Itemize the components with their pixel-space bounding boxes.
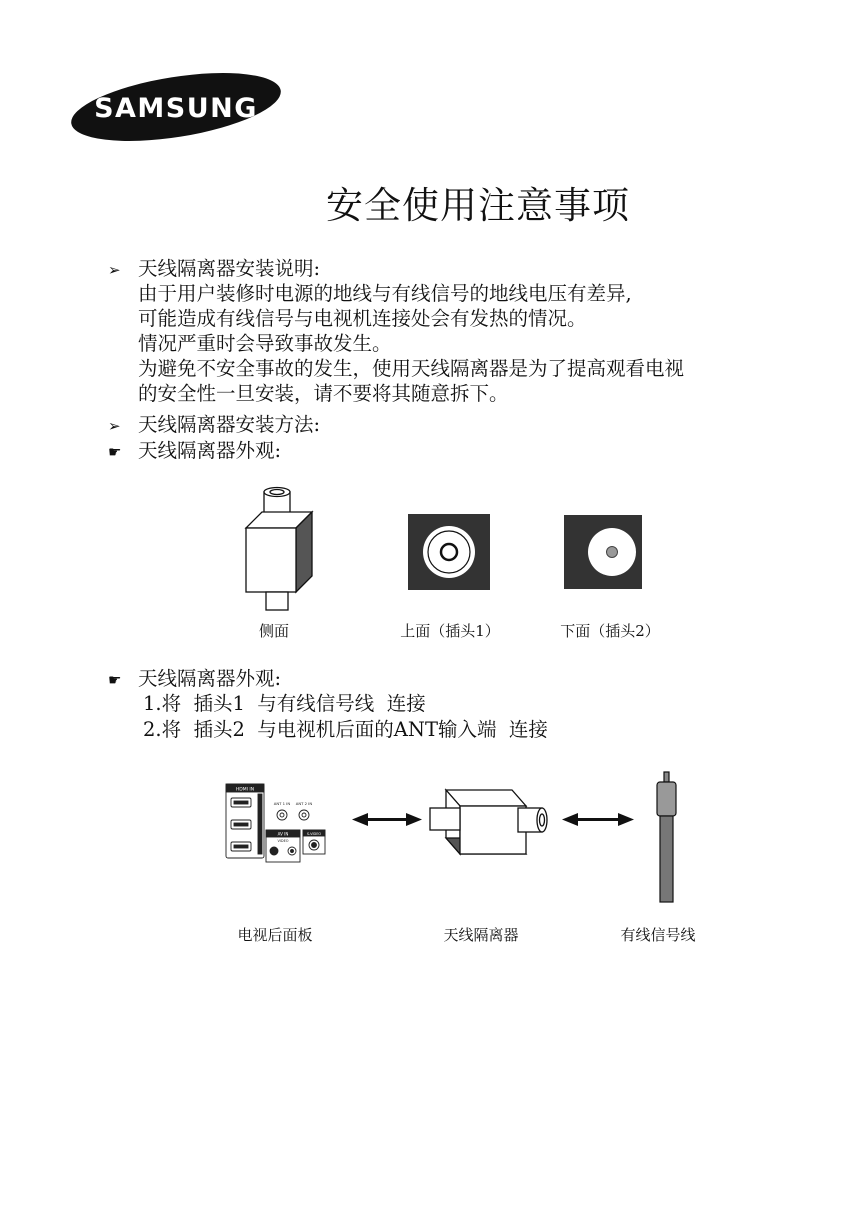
isolator-side-view <box>246 488 312 611</box>
video-label: VIDEO <box>277 839 289 843</box>
method-heading-line <box>108 412 320 439</box>
connection-diagram <box>220 770 700 910</box>
intro-line: 情况严重时会导致事故发生。 <box>138 332 392 355</box>
arrow-bullet-icon: ➢ <box>108 417 121 435</box>
arrow-bullet-icon: ➢ <box>108 261 121 279</box>
intro-line: 由于用户装修时电源的地线与有线信号的地线电压有差异, <box>138 282 632 305</box>
intro-heading-line <box>108 256 320 283</box>
intro-heading: 天线隔离器安装说明: <box>138 257 321 280</box>
intro-line: 的安全性一旦安装，请不要将其随意拆下。 <box>138 382 509 405</box>
intro-section <box>108 256 808 416</box>
isolator-bottom-view <box>564 515 642 589</box>
samsung-logo <box>68 72 284 142</box>
pointing-hand-icon: ☛ <box>108 671 122 689</box>
page-title: 安全使用注意事项 <box>326 184 630 227</box>
ant2-in-label: ANT 2 IN <box>295 801 313 806</box>
s-video-label: S-VIDEO <box>306 831 322 836</box>
appearance-heading-2: 天线隔离器外观: <box>138 667 282 690</box>
caption-top: 上面（插头1） <box>400 622 500 640</box>
caption-tv-panel: 电视后面板 <box>237 926 313 944</box>
caption-bottom: 下面（插头2） <box>560 622 660 640</box>
hdmi-in-label: HDMI IN <box>235 787 255 793</box>
appearance-heading-line <box>108 438 281 465</box>
intro-line: 为避免不安全事故的发生，使用天线隔离器是为了提高观看电视 <box>138 357 685 380</box>
double-arrow-icon <box>562 813 634 826</box>
step-1: 1.将 插头1 与有线信号线 连接 <box>143 692 426 715</box>
caption-isolator: 天线隔离器 <box>443 926 519 944</box>
isolator-illustration <box>430 790 547 854</box>
appearance-heading-2-line <box>108 666 281 693</box>
av-in-label: AV IN <box>277 831 289 837</box>
cable-illustration <box>657 772 676 902</box>
ant1-in-label: ANT 1 IN <box>273 801 291 806</box>
isolator-appearance-figure <box>236 484 656 614</box>
pointing-hand-icon: ☛ <box>108 443 122 461</box>
tv-back-panel <box>226 784 325 862</box>
appearance-heading: 天线隔离器外观: <box>138 439 282 462</box>
double-arrow-icon <box>352 813 422 826</box>
caption-cable: 有线信号线 <box>620 926 696 944</box>
caption-side: 侧面 <box>258 622 289 640</box>
step-2: 2.将 插头2 与电视机后面的ANT输入端 连接 <box>143 718 548 741</box>
method-heading: 天线隔离器安装方法: <box>138 413 321 436</box>
intro-line: 可能造成有线信号与电视机连接处会有发热的情况。 <box>138 307 587 330</box>
isolator-top-view <box>408 514 490 590</box>
logo-text: SAMSUNG <box>94 93 258 124</box>
